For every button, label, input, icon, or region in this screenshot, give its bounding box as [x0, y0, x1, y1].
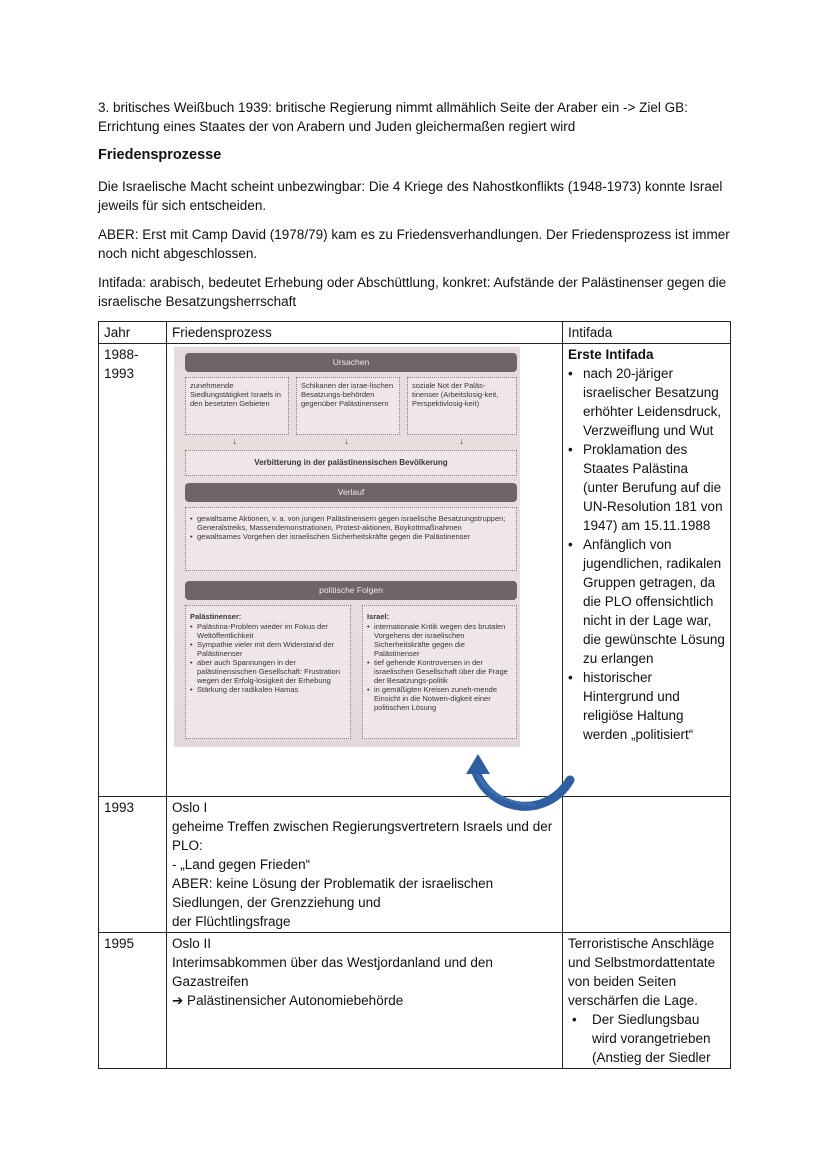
folgen-item: • internationale Kritik wegen des brutalen Vorgehens der israelischen Sicherheitskräfte gegen die Palästinenser	[367, 622, 512, 658]
oslo1-line: - „Land gegen Frieden“	[172, 857, 311, 872]
header-jahr: Jahr	[99, 322, 167, 344]
list-item: • historischer Hintergrund und religiöse Haltung werden „politisiert“	[568, 668, 725, 744]
year-cell	[99, 344, 167, 797]
down-arrow-icon: ↓	[344, 436, 349, 447]
oslo2-line: ➔ Palästinensicher Autonomiebehörde	[172, 993, 404, 1008]
header-intifada: Intifada	[563, 322, 731, 344]
intifada-text: Terroristische Anschläge und Selbstmordattentate von beiden Seiten verschärfen die Lage.	[568, 936, 716, 1008]
folgen-item: • Palästina-Problem wieder im Fokus der Weltöffentlichkeit	[190, 622, 346, 640]
intifada-title: Erste Intifada	[568, 347, 654, 362]
list-item: • Proklamation des Staates Palästina (unter Berufung auf die UN-Resolution 181 von 1947) am 15.11.1988	[568, 440, 725, 535]
header-friedensprozess: Friedensprozess	[167, 322, 563, 344]
friedensprozess-table	[98, 321, 731, 1069]
oslo2-title: Oslo II	[172, 936, 212, 951]
table-row	[99, 797, 731, 933]
friedensprozess-cell	[167, 933, 563, 1069]
curved-arrow-icon	[466, 750, 576, 816]
diagram-banner-folgen: politische Folgen	[185, 581, 517, 600]
document-page	[98, 98, 730, 1069]
year-text: 1988- 1993	[104, 347, 139, 381]
diagram-cell	[167, 344, 563, 797]
folgen-item: • tief gehende Kontroversen in der israelischen Gesellschaft über die Frage der Besatzungs-politik	[367, 658, 512, 685]
cause-box: Schikanen der israe-lischen Besatzungs-behörden gegenüber Palästinensern	[296, 377, 400, 435]
diagram-banner-ursachen: Ursachen	[185, 353, 517, 372]
oslo1-line: der Flüchtlingsfrage	[172, 914, 291, 929]
verlauf-item: • gewaltsames Vorgehen der israelischen Sicherheitskräfte gegen die Palästinenser	[190, 532, 512, 541]
intifada-diagram-photo	[174, 347, 520, 747]
intifada-cell-empty	[563, 797, 731, 933]
year-cell: 1993	[99, 797, 167, 933]
table-row	[99, 344, 731, 797]
down-arrow-icon: ↓	[459, 436, 464, 447]
intifada-cell	[563, 344, 731, 797]
verlauf-box	[185, 507, 517, 571]
folgen-item: • in gemäßigten Kreisen zuneh-mende Einsicht in die Notwen-digkeit einer politischen Lösung	[367, 685, 512, 712]
oslo1-title: Oslo I	[172, 800, 208, 815]
cause-box: soziale Not der Paläs-tinenser (Arbeitslosig-keit, Perspektivlosig-keit)	[407, 377, 517, 435]
verbitterung-box: Verbitterung in der palästinensischen Bevölkerung	[185, 450, 517, 476]
year-cell: 1995	[99, 933, 167, 1069]
intifada-list	[568, 1010, 725, 1067]
folgen-item: • Stärkung der radikalen Hamas	[190, 685, 346, 694]
verlauf-item: • gewaltsame Aktionen, v. a. von jungen Palästinensern gegen israelische Besatzungstruppen; Generalstreiks, Massendemonstrationen, Protest-aktionen, Boykottmaßnahmen	[190, 514, 512, 532]
table-header-row	[99, 322, 731, 344]
israel-title: Israel:	[367, 612, 390, 621]
intro-paragraph-3: Intifada: arabisch, bedeutet Erhebung oder Abschüttlung, konkret: Aufstände der Palästinenser gegen die israelische Besatzungsherrschaft	[98, 275, 727, 309]
oslo1-line: geheime Treffen zwischen Regierungsvertretern Israels und der PLO:	[172, 819, 553, 853]
weissbuch-paragraph: 3. britisches Weißbuch 1939: britische Regierung nimmt allmählich Seite der Araber ein -> Ziel GB: Errichtung eines Staates der von Arabern und Juden gleichermaßen regiert wird	[98, 100, 688, 134]
oslo1-line: ABER: keine Lösung der Problematik der israelischen Siedlungen, der Grenzziehung und	[172, 876, 494, 910]
intro-paragraph-1: Die Israelische Macht scheint unbezwingbar: Die 4 Kriege des Nahostkonflikts (1948-1973) konnte Israel jeweils für sich entscheiden.	[98, 179, 723, 213]
table-row	[99, 933, 731, 1069]
intro-paragraph-2: ABER: Erst mit Camp David (1978/79) kam es zu Friedensverhandlungen. Der Friedensprozess ist immer noch nicht abgeschlossen.	[98, 227, 730, 261]
diagram-banner-verlauf: Verlauf	[185, 483, 517, 502]
friedensprozess-cell	[167, 797, 563, 933]
intifada-list	[568, 364, 725, 744]
israel-box	[362, 605, 517, 739]
list-item: • nach 20-järiger israelischer Besatzung erhöhter Leidensdruck, Verzweiflung und Wut	[568, 364, 725, 440]
down-arrow-icon: ↓	[232, 436, 237, 447]
palaestinenser-box	[185, 605, 351, 739]
palaestinenser-title: Palästinenser:	[190, 612, 242, 621]
oslo2-line: Interimsabkommen über das Westjordanland und den Gazastreifen	[172, 955, 493, 989]
list-item: • Der Siedlungsbau wird vorangetrieben (Anstieg der Siedler	[568, 1010, 725, 1067]
section-heading: Friedensprozesse	[98, 147, 222, 163]
folgen-item: • Sympathie vieler mit dem Widerstand der Palästinenser	[190, 640, 346, 658]
list-item: • Anfänglich von jugendlichen, radikalen Gruppen getragen, da die PLO offensichtlich nicht in der Lage war, die gewünschte Lösung zu erlangen	[568, 535, 725, 668]
cause-box: zunehmende Siedlungstätigkeit Israels in den besetzten Gebieten	[185, 377, 289, 435]
intifada-cell	[563, 933, 731, 1069]
folgen-item: • aber auch Spannungen in der palästinensischen Gesellschaft: Frustration wegen der Erfolg-losigkeit der Erhebung	[190, 658, 346, 685]
